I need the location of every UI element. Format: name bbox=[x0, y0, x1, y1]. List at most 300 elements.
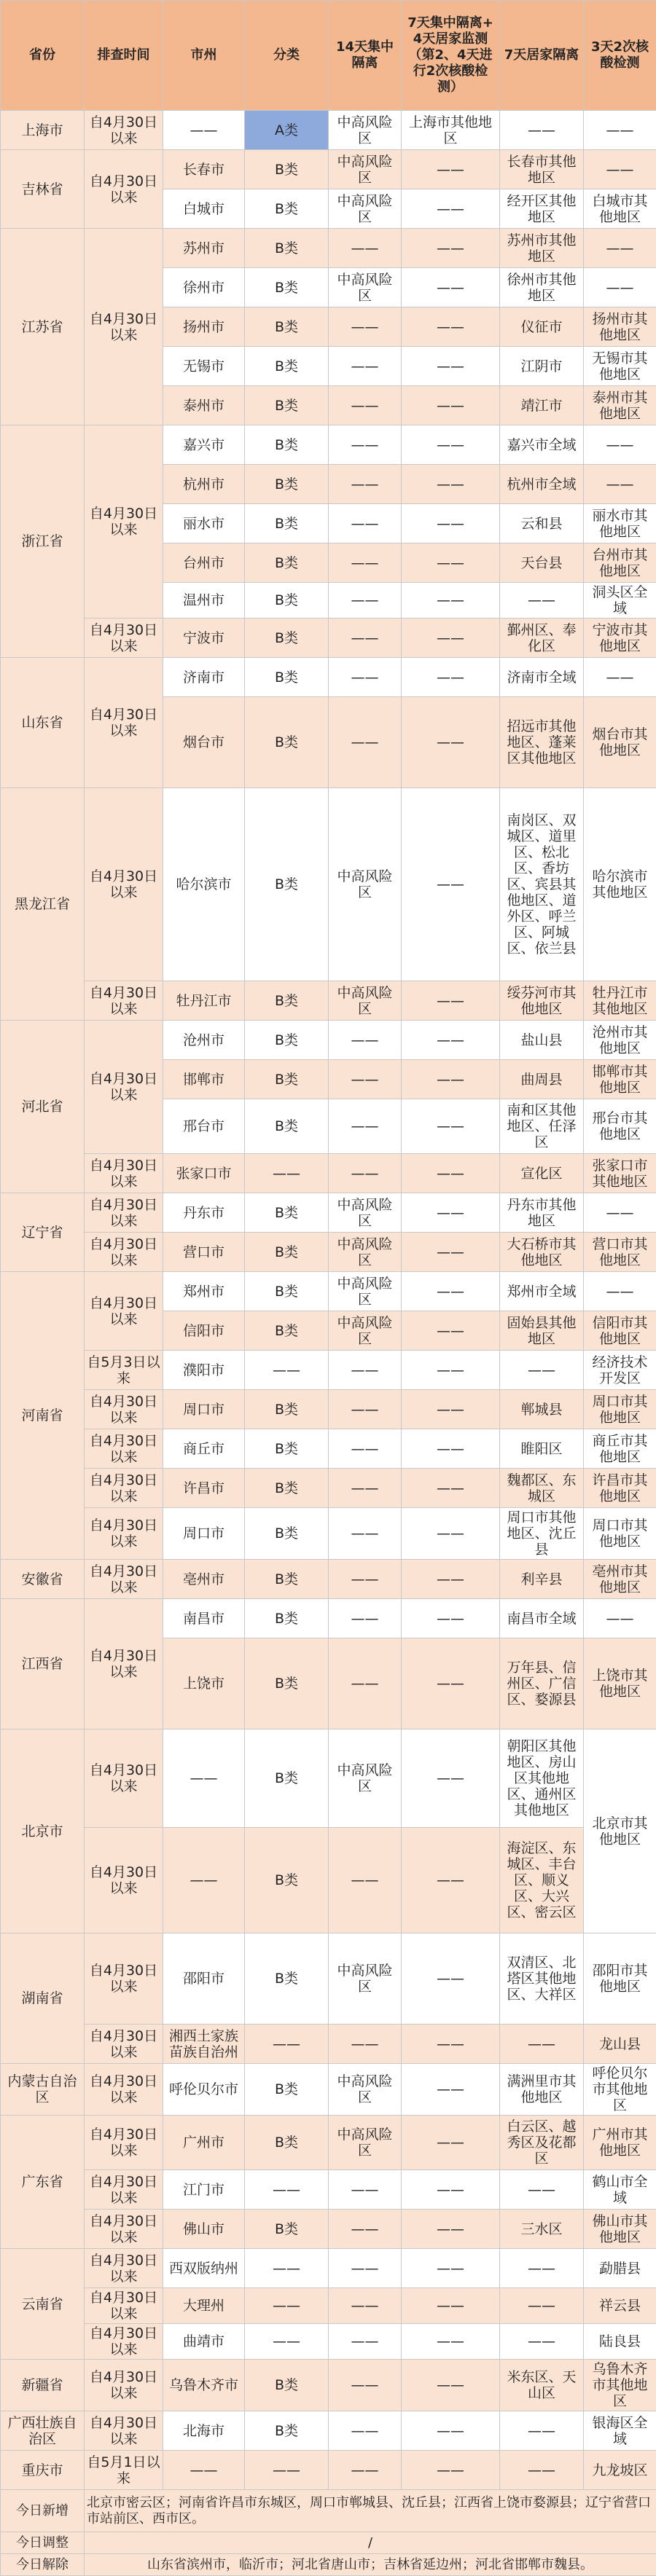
city-cell: 邢台市 bbox=[163, 1099, 245, 1154]
home-isolation-7day-cell: 南和区其他地区、任泽区 bbox=[500, 1099, 584, 1154]
nucleic-test-3day-cell: 洞头区全域 bbox=[584, 583, 656, 619]
table-row bbox=[1, 1429, 656, 1469]
screening-date-cell: 自4月30日以来 bbox=[85, 788, 163, 981]
home-isolation-7day-cell: —— bbox=[500, 1351, 584, 1390]
isolation-14day-cell: 中高风险区 bbox=[329, 981, 402, 1021]
table-row bbox=[1, 2170, 656, 2210]
home-isolation-7day-cell: 魏都区、东城区 bbox=[500, 1469, 584, 1508]
isolation-14day-cell: —— bbox=[329, 619, 402, 658]
nucleic-test-3day-cell: —— bbox=[584, 111, 656, 150]
nucleic-test-3day-cell: 张家口市其他地区 bbox=[584, 1154, 656, 1193]
home-isolation-7day-cell: —— bbox=[500, 2324, 584, 2360]
home-isolation-7day-cell: 南昌市全域 bbox=[500, 1599, 584, 1638]
city-cell: 苏州市 bbox=[163, 229, 245, 268]
table-row bbox=[1, 1272, 656, 1311]
header-14day-isolation: 14天集中隔离 bbox=[329, 1, 402, 111]
header-row bbox=[1, 1, 656, 111]
nucleic-test-3day-cell: 北京市其他地区 bbox=[584, 1729, 656, 1933]
isolation-14day-cell: —— bbox=[329, 583, 402, 619]
nucleic-test-3day-cell: 沧州市其他地区 bbox=[584, 1021, 656, 1060]
isolation-14day-cell: —— bbox=[329, 1060, 402, 1099]
table-row bbox=[1, 2249, 656, 2288]
home-isolation-7day-cell: 仪征市 bbox=[500, 307, 584, 347]
category-cell: B类 bbox=[245, 2360, 329, 2411]
isolation-7day-monitor-cell: —— bbox=[402, 1154, 500, 1193]
category-cell: B类 bbox=[245, 1233, 329, 1272]
isolation-14day-cell: —— bbox=[329, 1828, 402, 1933]
home-isolation-7day-cell: —— bbox=[500, 2249, 584, 2288]
province-cell: 安徽省 bbox=[1, 1560, 85, 1599]
nucleic-test-3day-cell: 广州市其他地区 bbox=[584, 2116, 656, 2170]
isolation-14day-cell: —— bbox=[329, 1154, 402, 1193]
screening-date-cell: 自4月30日以来 bbox=[85, 2170, 163, 2210]
screening-date-cell: 自4月30日以来 bbox=[85, 1933, 163, 2025]
province-cell: 广西壮族自治区 bbox=[1, 2411, 85, 2451]
nucleic-test-3day-cell: 佛山市其他地区 bbox=[584, 2210, 656, 2249]
header-7day-home-isolation: 7天居家隔离 bbox=[500, 1, 584, 111]
isolation-7day-monitor-cell: —— bbox=[402, 189, 500, 229]
province-cell: 新疆省 bbox=[1, 2360, 85, 2411]
province-cell: 北京市 bbox=[1, 1729, 85, 1933]
category-cell: B类 bbox=[245, 1729, 329, 1828]
screening-date-cell: 自4月30日以来 bbox=[85, 1508, 163, 1560]
table-row bbox=[1, 981, 656, 1021]
nucleic-test-3day-cell: —— bbox=[584, 150, 656, 189]
category-cell: B类 bbox=[245, 425, 329, 465]
city-cell: 济南市 bbox=[163, 658, 245, 697]
header-7day-isolation-home: 7天集中隔离+4天居家监测（第2、4天进行2次核酸检测） bbox=[402, 1, 500, 111]
category-cell: B类 bbox=[245, 543, 329, 583]
screening-date-cell: 自4月30日以来 bbox=[85, 2210, 163, 2249]
city-cell: 乌鲁木齐市 bbox=[163, 2360, 245, 2411]
isolation-7day-monitor-cell: —— bbox=[402, 150, 500, 189]
screening-date-cell: 自4月30日以来 bbox=[85, 2064, 163, 2116]
header-screening-time: 排查时间 bbox=[85, 1, 163, 111]
isolation-7day-monitor-cell: —— bbox=[402, 2324, 500, 2360]
category-cell: B类 bbox=[245, 386, 329, 425]
isolation-7day-monitor-cell: —— bbox=[402, 2451, 500, 2490]
nucleic-test-3day-cell: 经济技术开发区 bbox=[584, 1351, 656, 1390]
nucleic-test-3day-cell: —— bbox=[584, 1599, 656, 1638]
screening-date-cell: 自4月30日以来 bbox=[85, 981, 163, 1021]
nucleic-test-3day-cell: —— bbox=[584, 1193, 656, 1233]
city-cell: 丹东市 bbox=[163, 1193, 245, 1233]
isolation-14day-cell: 中高风险区 bbox=[329, 189, 402, 229]
screening-date-cell: 自4月30日以来 bbox=[85, 658, 163, 788]
category-cell: B类 bbox=[245, 697, 329, 788]
screening-date-cell: 自5月3日以来 bbox=[85, 1351, 163, 1390]
screening-date-cell: 自4月30日以来 bbox=[85, 1154, 163, 1193]
category-cell: B类 bbox=[245, 2210, 329, 2249]
home-isolation-7day-cell: 丹东市其他地区 bbox=[500, 1193, 584, 1233]
city-cell: 嘉兴市 bbox=[163, 425, 245, 465]
category-cell: B类 bbox=[245, 583, 329, 619]
isolation-7day-monitor-cell: —— bbox=[402, 425, 500, 465]
category-cell: —— bbox=[245, 1351, 329, 1390]
home-isolation-7day-cell: 经开区其他地区 bbox=[500, 189, 584, 229]
isolation-7day-monitor-cell: —— bbox=[402, 268, 500, 307]
isolation-7day-monitor-cell: —— bbox=[402, 543, 500, 583]
nucleic-test-3day-cell: 许昌市其他地区 bbox=[584, 1469, 656, 1508]
screening-date-cell: 自4月30日以来 bbox=[85, 1729, 163, 1828]
screening-date-cell: 自4月30日以来 bbox=[85, 1021, 163, 1154]
category-cell: B类 bbox=[245, 658, 329, 697]
isolation-14day-cell: 中高风险区 bbox=[329, 1272, 402, 1311]
category-cell: B类 bbox=[245, 1193, 329, 1233]
screening-date-cell: 自4月30日以来 bbox=[85, 2411, 163, 2451]
province-cell: 浙江省 bbox=[1, 425, 85, 658]
nucleic-test-3day-cell: 上饶市其他地区 bbox=[584, 1638, 656, 1729]
category-cell: B类 bbox=[245, 1828, 329, 1933]
category-cell: B类 bbox=[245, 1060, 329, 1099]
table-row bbox=[1, 1933, 656, 2025]
province-cell: 重庆市 bbox=[1, 2451, 85, 2490]
isolation-7day-monitor-cell: —— bbox=[402, 1193, 500, 1233]
isolation-7day-monitor-cell: —— bbox=[402, 1508, 500, 1560]
isolation-14day-cell: —— bbox=[329, 2360, 402, 2411]
nucleic-test-3day-cell: 九龙坡区 bbox=[584, 2451, 656, 2490]
nucleic-test-3day-cell: —— bbox=[584, 229, 656, 268]
category-cell: B类 bbox=[245, 150, 329, 189]
isolation-14day-cell: —— bbox=[329, 2288, 402, 2324]
nucleic-test-3day-cell: 陆良县 bbox=[584, 2324, 656, 2360]
isolation-7day-monitor-cell: —— bbox=[402, 981, 500, 1021]
screening-date-cell: 自4月30日以来 bbox=[85, 1828, 163, 1933]
isolation-7day-monitor-cell: —— bbox=[402, 1828, 500, 1933]
city-cell: 许昌市 bbox=[163, 1469, 245, 1508]
isolation-14day-cell: 中高风险区 bbox=[329, 788, 402, 981]
isolation-14day-cell: —— bbox=[329, 2411, 402, 2451]
table-row bbox=[1, 1560, 656, 1599]
city-cell: 郑州市 bbox=[163, 1272, 245, 1311]
isolation-14day-cell: 中高风险区 bbox=[329, 1193, 402, 1233]
header-3day-tests: 3天2次核酸检测 bbox=[584, 1, 656, 111]
province-cell: 吉林省 bbox=[1, 150, 85, 229]
home-isolation-7day-cell: 满洲里市其他地区 bbox=[500, 2064, 584, 2116]
table-row bbox=[1, 1390, 656, 1429]
isolation-14day-cell: —— bbox=[329, 2170, 402, 2210]
table-row bbox=[1, 788, 656, 981]
home-isolation-7day-cell: 睢阳区 bbox=[500, 1429, 584, 1469]
footer-row bbox=[1, 2532, 656, 2554]
isolation-7day-monitor-cell: —— bbox=[402, 347, 500, 386]
isolation-14day-cell: —— bbox=[329, 1099, 402, 1154]
city-cell: —— bbox=[163, 2451, 245, 2490]
home-isolation-7day-cell: —— bbox=[500, 2288, 584, 2324]
nucleic-test-3day-cell: 周口市其他地区 bbox=[584, 1390, 656, 1429]
table-row bbox=[1, 1469, 656, 1508]
province-cell: 黑龙江省 bbox=[1, 788, 85, 1021]
screening-date-cell: 自5月1日以来 bbox=[85, 2451, 163, 2490]
nucleic-test-3day-cell: 营口市其他地区 bbox=[584, 1233, 656, 1272]
isolation-14day-cell: —— bbox=[329, 658, 402, 697]
table-row bbox=[1, 2210, 656, 2249]
isolation-7day-monitor-cell: —— bbox=[402, 386, 500, 425]
home-isolation-7day-cell: 鄞州区、奉化区 bbox=[500, 619, 584, 658]
isolation-7day-monitor-cell: —— bbox=[402, 504, 500, 543]
table-row bbox=[1, 2116, 656, 2170]
isolation-7day-monitor-cell: —— bbox=[402, 1429, 500, 1469]
isolation-14day-cell: —— bbox=[329, 347, 402, 386]
footer-label: 今日解除 bbox=[1, 2554, 85, 2576]
isolation-14day-cell: 中高风险区 bbox=[329, 1729, 402, 1828]
city-cell: 扬州市 bbox=[163, 307, 245, 347]
isolation-14day-cell: —— bbox=[329, 465, 402, 504]
screening-date-cell: 自4月30日以来 bbox=[85, 2288, 163, 2324]
home-isolation-7day-cell: 双清区、北塔区其他地区、大祥区 bbox=[500, 1933, 584, 2025]
home-isolation-7day-cell: 江阴市 bbox=[500, 347, 584, 386]
isolation-14day-cell: —— bbox=[329, 2324, 402, 2360]
home-isolation-7day-cell: 周口市其他地区、沈丘县 bbox=[500, 1508, 584, 1560]
category-cell: B类 bbox=[245, 347, 329, 386]
nucleic-test-3day-cell: 乌鲁木齐市其他地区 bbox=[584, 2360, 656, 2411]
isolation-14day-cell: —— bbox=[329, 1390, 402, 1429]
province-cell: 江西省 bbox=[1, 1599, 85, 1729]
category-cell: B类 bbox=[245, 268, 329, 307]
isolation-14day-cell: 中高风险区 bbox=[329, 1311, 402, 1351]
home-isolation-7day-cell: 朝阳区其他地区、房山区其他地区、通州区其他地区 bbox=[500, 1729, 584, 1828]
footer-text: 山东省滨州市，临沂市；河北省唐山市；吉林省延边州；河北省邯郸市魏县。 bbox=[85, 2554, 656, 2576]
isolation-7day-monitor-cell: —— bbox=[402, 2170, 500, 2210]
table-row bbox=[1, 1599, 656, 1638]
city-cell: 牡丹江市 bbox=[163, 981, 245, 1021]
category-cell: —— bbox=[245, 2249, 329, 2288]
category-cell: —— bbox=[245, 2288, 329, 2324]
city-cell: 丽水市 bbox=[163, 504, 245, 543]
isolation-14day-cell: 中高风险区 bbox=[329, 150, 402, 189]
home-isolation-7day-cell: 三水区 bbox=[500, 2210, 584, 2249]
isolation-14day-cell: 中高风险区 bbox=[329, 2116, 402, 2170]
city-cell: 佛山市 bbox=[163, 2210, 245, 2249]
table-row bbox=[1, 2288, 656, 2324]
category-cell: B类 bbox=[245, 307, 329, 347]
category-cell: B类 bbox=[245, 1508, 329, 1560]
isolation-7day-monitor-cell: —— bbox=[402, 2116, 500, 2170]
isolation-14day-cell: —— bbox=[329, 504, 402, 543]
screening-date-cell: 自4月30日以来 bbox=[85, 150, 163, 229]
nucleic-test-3day-cell: 扬州市其他地区 bbox=[584, 307, 656, 347]
nucleic-test-3day-cell: 银海区全域 bbox=[584, 2411, 656, 2451]
isolation-14day-cell: —— bbox=[329, 307, 402, 347]
nucleic-test-3day-cell: 邢台市其他地区 bbox=[584, 1099, 656, 1154]
table-row bbox=[1, 2324, 656, 2360]
category-cell: B类 bbox=[245, 504, 329, 543]
isolation-7day-monitor-cell: —— bbox=[402, 619, 500, 658]
nucleic-test-3day-cell: 周口市其他地区 bbox=[584, 1508, 656, 1560]
home-isolation-7day-cell: 固始县其他地区 bbox=[500, 1311, 584, 1351]
home-isolation-7day-cell: 靖江市 bbox=[500, 386, 584, 425]
home-isolation-7day-cell: 大石桥市其他地区 bbox=[500, 1233, 584, 1272]
category-cell: B类 bbox=[245, 1469, 329, 1508]
isolation-7day-monitor-cell: —— bbox=[402, 2360, 500, 2411]
nucleic-test-3day-cell: 亳州市其他地区 bbox=[584, 1560, 656, 1599]
screening-date-cell: 自4月30日以来 bbox=[85, 1560, 163, 1599]
city-cell: 徐州市 bbox=[163, 268, 245, 307]
city-cell: 周口市 bbox=[163, 1508, 245, 1560]
home-isolation-7day-cell: 利辛县 bbox=[500, 1560, 584, 1599]
isolation-7day-monitor-cell: —— bbox=[402, 1311, 500, 1351]
home-isolation-7day-cell: 云和县 bbox=[500, 504, 584, 543]
province-cell: 山东省 bbox=[1, 658, 85, 788]
city-cell: 台州市 bbox=[163, 543, 245, 583]
table-row bbox=[1, 2064, 656, 2116]
city-cell: 烟台市 bbox=[163, 697, 245, 788]
city-cell: 温州市 bbox=[163, 583, 245, 619]
province-cell: 云南省 bbox=[1, 2249, 85, 2360]
nucleic-test-3day-cell: —— bbox=[584, 1272, 656, 1311]
home-isolation-7day-cell: 盐山县 bbox=[500, 1021, 584, 1060]
isolation-14day-cell: —— bbox=[329, 2249, 402, 2288]
category-cell: B类 bbox=[245, 1599, 329, 1638]
home-isolation-7day-cell: 米东区、天山区 bbox=[500, 2360, 584, 2411]
table-row bbox=[1, 1508, 656, 1560]
category-cell: B类 bbox=[245, 1429, 329, 1469]
category-cell: B类 bbox=[245, 465, 329, 504]
nucleic-test-3day-cell: 无锡市其他地区 bbox=[584, 347, 656, 386]
city-cell: 营口市 bbox=[163, 1233, 245, 1272]
isolation-14day-cell: —— bbox=[329, 697, 402, 788]
isolation-7day-monitor-cell: —— bbox=[402, 2210, 500, 2249]
home-isolation-7day-cell: 白云区、越秀区及花都区 bbox=[500, 2116, 584, 2170]
table-row bbox=[1, 1193, 656, 1233]
isolation-7day-monitor-cell: —— bbox=[402, 1560, 500, 1599]
nucleic-test-3day-cell: 信阳市其他地区 bbox=[584, 1311, 656, 1351]
city-cell: 无锡市 bbox=[163, 347, 245, 386]
isolation-7day-monitor-cell: —— bbox=[402, 2249, 500, 2288]
category-cell: A类 bbox=[245, 111, 329, 150]
nucleic-test-3day-cell: 商丘市其他地区 bbox=[584, 1429, 656, 1469]
table-row bbox=[1, 2451, 656, 2490]
home-isolation-7day-cell: 万年县、信州区、广信区、婺源县 bbox=[500, 1638, 584, 1729]
category-cell: B类 bbox=[245, 619, 329, 658]
city-cell: 亳州市 bbox=[163, 1560, 245, 1599]
screening-date-cell: 自4月30日以来 bbox=[85, 2249, 163, 2288]
city-cell: 信阳市 bbox=[163, 1311, 245, 1351]
province-cell: 辽宁省 bbox=[1, 1193, 85, 1272]
isolation-14day-cell: 中高风险区 bbox=[329, 111, 402, 150]
category-cell: B类 bbox=[245, 1933, 329, 2025]
home-isolation-7day-cell: 嘉兴市全域 bbox=[500, 425, 584, 465]
category-cell: B类 bbox=[245, 1560, 329, 1599]
isolation-14day-cell: —— bbox=[329, 1638, 402, 1729]
screening-date-cell: 自4月30日以来 bbox=[85, 2025, 163, 2064]
province-cell: 湖南省 bbox=[1, 1933, 85, 2064]
home-isolation-7day-cell: —— bbox=[500, 583, 584, 619]
isolation-14day-cell: 中高风险区 bbox=[329, 1233, 402, 1272]
home-isolation-7day-cell: 长春市其他地区 bbox=[500, 150, 584, 189]
category-cell: B类 bbox=[245, 788, 329, 981]
isolation-14day-cell: —— bbox=[329, 1469, 402, 1508]
table-row bbox=[1, 1729, 656, 1828]
isolation-14day-cell: 中高风险区 bbox=[329, 268, 402, 307]
isolation-7day-monitor-cell: —— bbox=[402, 697, 500, 788]
nucleic-test-3day-cell: 丽水市其他地区 bbox=[584, 504, 656, 543]
city-cell: 湘西土家族苗族自治州 bbox=[163, 2025, 245, 2064]
isolation-14day-cell: 中高风险区 bbox=[329, 1933, 402, 2025]
nucleic-test-3day-cell: —— bbox=[584, 268, 656, 307]
table-row bbox=[1, 2411, 656, 2451]
table-row bbox=[1, 425, 656, 465]
isolation-7day-monitor-cell: —— bbox=[402, 2025, 500, 2064]
nucleic-test-3day-cell: 鹤山市全域 bbox=[584, 2170, 656, 2210]
table-row bbox=[1, 1828, 656, 1933]
isolation-7day-monitor-cell: —— bbox=[402, 2411, 500, 2451]
isolation-7day-monitor-cell: —— bbox=[402, 1272, 500, 1311]
isolation-7day-monitor-cell: —— bbox=[402, 2064, 500, 2116]
category-cell: B类 bbox=[245, 2116, 329, 2170]
category-cell: B类 bbox=[245, 1021, 329, 1060]
isolation-7day-monitor-cell: —— bbox=[402, 583, 500, 619]
screening-date-cell: 自4月30日以来 bbox=[85, 2324, 163, 2360]
city-cell: 江门市 bbox=[163, 2170, 245, 2210]
category-cell: B类 bbox=[245, 1099, 329, 1154]
city-cell: 南昌市 bbox=[163, 1599, 245, 1638]
isolation-7day-monitor-cell: —— bbox=[402, 2288, 500, 2324]
isolation-14day-cell: —— bbox=[329, 1021, 402, 1060]
isolation-14day-cell: —— bbox=[329, 386, 402, 425]
isolation-14day-cell: —— bbox=[329, 1351, 402, 1390]
province-cell: 江苏省 bbox=[1, 229, 85, 425]
isolation-7day-monitor-cell: —— bbox=[402, 1469, 500, 1508]
home-isolation-7day-cell: —— bbox=[500, 2170, 584, 2210]
isolation-14day-cell: —— bbox=[329, 1429, 402, 1469]
home-isolation-7day-cell: 南岗区、双城区、道里区、松北区、香坊区、宾县其他地区、道外区、呼兰区、阿城区、依兰县 bbox=[500, 788, 584, 981]
isolation-7day-monitor-cell: —— bbox=[402, 1390, 500, 1429]
category-cell: B类 bbox=[245, 981, 329, 1021]
isolation-14day-cell: —— bbox=[329, 2210, 402, 2249]
home-isolation-7day-cell: 招远市其他地区、蓬莱区其他地区 bbox=[500, 697, 584, 788]
category-cell: B类 bbox=[245, 1311, 329, 1351]
home-isolation-7day-cell: 徐州市其他地区 bbox=[500, 268, 584, 307]
nucleic-test-3day-cell: 白城市其他地区 bbox=[584, 189, 656, 229]
isolation-7day-monitor-cell: —— bbox=[402, 1638, 500, 1729]
category-cell: B类 bbox=[245, 2064, 329, 2116]
nucleic-test-3day-cell: —— bbox=[584, 465, 656, 504]
city-cell: 西双版纳州 bbox=[163, 2249, 245, 2288]
table-row bbox=[1, 2025, 656, 2064]
screening-date-cell: 自4月30日以来 bbox=[85, 425, 163, 619]
nucleic-test-3day-cell: 龙山县 bbox=[584, 2025, 656, 2064]
city-cell: —— bbox=[163, 1828, 245, 1933]
city-cell: 杭州市 bbox=[163, 465, 245, 504]
home-isolation-7day-cell: 宣化区 bbox=[500, 1154, 584, 1193]
city-cell: —— bbox=[163, 111, 245, 150]
home-isolation-7day-cell: 郸城县 bbox=[500, 1390, 584, 1429]
home-isolation-7day-cell: 海淀区、东城区、丰台区、顺义区、大兴区、密云区 bbox=[500, 1828, 584, 1933]
footer-text: 北京市密云区；河南省许昌市东城区，周口市郸城县、沈丘县；江西省上饶市婺源县；辽宁省营口市站前区、西市区。 bbox=[85, 2490, 656, 2532]
category-cell: —— bbox=[245, 1154, 329, 1193]
screening-date-cell: 自4月30日以来 bbox=[85, 1233, 163, 1272]
table-row bbox=[1, 1021, 656, 1060]
isolation-7day-monitor-cell: —— bbox=[402, 1060, 500, 1099]
table-row bbox=[1, 658, 656, 697]
province-cell: 河北省 bbox=[1, 1021, 85, 1193]
isolation-7day-monitor-cell: —— bbox=[402, 307, 500, 347]
city-cell: —— bbox=[163, 1729, 245, 1828]
screening-date-cell: 自4月30日以来 bbox=[85, 1193, 163, 1233]
nucleic-test-3day-cell: 烟台市其他地区 bbox=[584, 697, 656, 788]
table-row bbox=[1, 619, 656, 658]
nucleic-test-3day-cell: 泰州市其他地区 bbox=[584, 386, 656, 425]
home-isolation-7day-cell: —— bbox=[500, 2411, 584, 2451]
home-isolation-7day-cell: 天台县 bbox=[500, 543, 584, 583]
isolation-7day-monitor-cell: —— bbox=[402, 658, 500, 697]
screening-date-cell: 自4月30日以来 bbox=[85, 1429, 163, 1469]
screening-date-cell: 自4月30日以来 bbox=[85, 1272, 163, 1351]
table-row bbox=[1, 150, 656, 189]
isolation-7day-monitor-cell: —— bbox=[402, 229, 500, 268]
isolation-7day-monitor-cell: —— bbox=[402, 788, 500, 981]
